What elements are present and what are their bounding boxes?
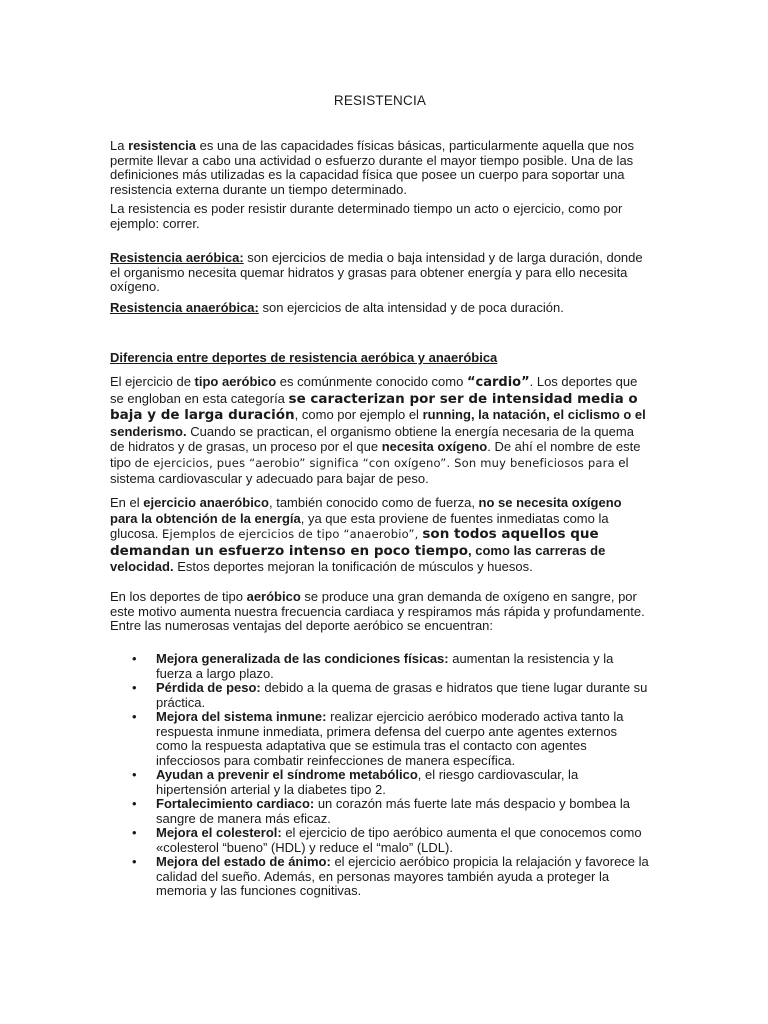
benefit-text: debido a la quema de grasas e hidratos que tiene lugar durante su práctica. (156, 680, 648, 710)
bullet-icon: • (132, 767, 137, 782)
anaerobic-definition (110, 301, 650, 316)
list-item (110, 710, 650, 768)
narrow-text: Ejemplos de ejercicios de tipo “anaerobio”, (162, 527, 423, 541)
benefit-text: el ejercicio de tipo aeróbico aumenta el que conocemos como «colesterol “bueno” (HDL) y reduce el “malo” (LDL). (156, 825, 642, 855)
benefit-text: un corazón más fuerte late más despacio y bombea la sangre de manera más eficaz. (156, 796, 631, 826)
benefit-text: realizar ejercicio aeróbico moderado activa tanto la respuesta inmune inmediata, primera defensa del cuerpo ante agentes externos como la respuesta adaptativa que se estimula tras el contacto con agentes infecciosos para combatir reinfecciones de manera específica. (156, 709, 624, 768)
intro-text: La (110, 138, 129, 153)
aerobic-term: Resistencia aeróbica: (110, 250, 244, 265)
text: En los deportes de tipo (110, 589, 247, 604)
benefit-term: Mejora del estado de ánimo: (156, 854, 331, 869)
list-item (110, 681, 650, 710)
text: , también conocido como de fuerza, (268, 495, 479, 510)
list-item (110, 797, 650, 826)
bullet-icon: • (132, 854, 137, 869)
intro-paragraph-2: La resistencia es poder resistir durante determinado tiempo un acto o ejercicio, como por ejemplo: correr. (110, 201, 623, 231)
anaerobic-paragraph (110, 495, 650, 575)
difference-heading-text: Diferencia entre deportes de resistencia aeróbica y anaeróbica (110, 350, 498, 365)
anaerobic-term: Resistencia anaeróbica: (110, 300, 259, 315)
aerobic-paragraph (110, 374, 650, 487)
aerobic-text: son ejercicios de media o baja intensidad y de larga duración, donde el organismo necesita quemar hidratos y grasas para obtener energía y para ello necesita oxígeno. (110, 250, 643, 294)
intro-term-resistencia: resistencia (128, 138, 197, 153)
bold-text: necesita oxígeno (381, 439, 488, 454)
document-title: RESISTENCIA (333, 93, 427, 108)
narrow-text: de ejercicios, pues “aerobio” significa “con oxígeno”. Son muy beneficiosos para (134, 455, 615, 470)
intro-paragraph-1 (110, 139, 650, 197)
text: Estos deportes mejoran la tonificación de músculos y huesos. (173, 559, 533, 574)
bullet-icon: • (132, 680, 137, 695)
text: . De ahí el nombre de este tipo (110, 439, 641, 470)
list-item (110, 768, 650, 797)
bullet-icon: • (132, 709, 137, 724)
text: . Los deportes que se engloban en esta categoría (110, 374, 638, 406)
intro-text: es una de las capacidades físicas básicas, particularmente aquella que nos permite llevar a cabo una actividad o esfuerzo durante el mayor tiempo posible. Una de las definiciones más utilizadas es la capacidad física que posee un cuerpo para soportar una resistencia externa durante un tiempo determinado. (110, 138, 634, 197)
bullet-icon: • (132, 651, 137, 666)
benefit-text: aumentan la resistencia y la fuerza a largo plazo. (156, 651, 614, 681)
text: , ya que esta proviene de fuentes inmediatas como la glucosa. (110, 510, 609, 541)
bold-text: tipo aeróbico (194, 374, 277, 389)
anaerobic-text: son ejercicios de alta intensidad y de poca duración. (258, 300, 564, 315)
bold-text: running, la natación, el ciclismo o el senderismo. (110, 407, 646, 439)
text: el sistema cardiovascular y adecuado para bajar de peso. (110, 454, 629, 486)
text: El ejercicio de (110, 374, 195, 389)
cardio-term: “cardio” (466, 375, 530, 390)
benefit-term: Fortalecimiento cardiaco: (156, 796, 315, 811)
benefit-term: Ayudan a prevenir el síndrome metabólico (156, 767, 418, 782)
benefit-term: Mejora del sistema inmune: (156, 709, 327, 724)
text: es comúnmente conocido como (276, 374, 467, 389)
benefits-list (110, 652, 650, 899)
aerobic-definition (110, 251, 650, 295)
benefit-term: Mejora generalizada de las condiciones físicas: (156, 651, 449, 666)
aerobic-benefits-intro (110, 590, 650, 634)
list-item (110, 826, 650, 855)
text: , como por ejemplo el (294, 407, 423, 422)
emphasis-text: se caracterizan por ser de intensidad media o baja y de larga duración (110, 390, 638, 423)
list-item (110, 652, 650, 681)
benefit-text: el ejercicio aeróbico propicia la relajación y favorece la calidad del sueño. Además, en personas mayores también ayuda a proteger la memoria y las funciones cognitivas. (156, 854, 649, 898)
bold-text: aeróbico (246, 589, 301, 604)
bullet-icon: • (132, 796, 137, 811)
bold-text: ejercicio anaeróbico (143, 495, 269, 510)
benefit-term: Mejora el colesterol: (156, 825, 282, 840)
bullet-icon: • (132, 825, 137, 840)
difference-heading (110, 351, 650, 366)
text: En el (110, 495, 144, 510)
list-item (110, 855, 650, 899)
emphasis-text: son todos aquellos que demandan un esfuerzo intenso en poco tiempo (110, 526, 599, 559)
benefit-term: Pérdida de peso: (156, 680, 261, 695)
bold-text: no se necesita oxígeno para la obtención de la energía (110, 495, 622, 526)
text: se produce una gran demanda de oxígeno en sangre, por este motivo aumenta nuestra frecuencia cardiaca y respiramos más rápida y profundamente. Entre las numerosas ventajas del deporte aeróbico se encuentran: (110, 589, 645, 633)
text: Cuando se practican, el organismo obtiene la energía necesaria de la quema de hidratos y de grasas, un proceso por el que (110, 423, 634, 454)
bold-text: , como las carreras de velocidad. (110, 542, 606, 574)
benefit-text: , el riesgo cardiovascular, la hipertensión arterial y la diabetes tipo 2. (156, 767, 579, 797)
